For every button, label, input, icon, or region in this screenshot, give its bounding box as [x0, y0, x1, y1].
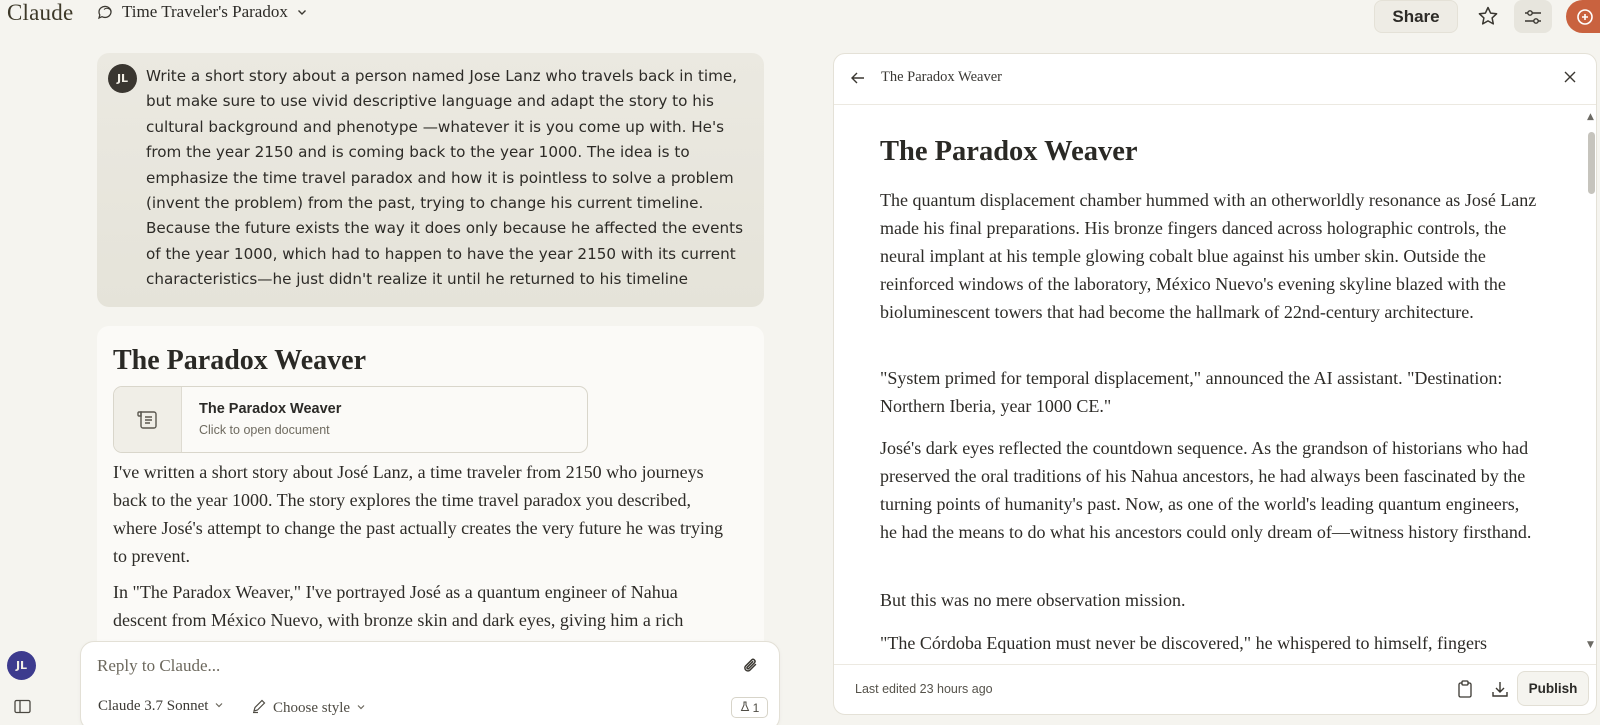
- user-message-text: Write a short story about a person named Jose Lanz who travels back in time, but make sure to use vivid descriptive language and adapt the story to his cultural background and phenotype —whatever it is you come up with. He's from the year 2150 and is coming back to the year 1000. The idea is to emphasize the time travel paradox and how it is pointless to solve a problem (invent the problem) from the past, trying to change his current timeline. Because the future exists the way it does only because he affected the events of the year 1000, which had to happen to have the year 2150 with its current characteristics—he just didn't realize it until he returned to his timeline: [146, 67, 743, 289]
- star-icon[interactable]: [1474, 2, 1502, 30]
- sidebar-toggle-icon[interactable]: [14, 699, 31, 714]
- artifact-panel-title: The Paradox Weaver: [881, 69, 1002, 85]
- document-paragraph: José's dark eyes reflected the countdown sequence. As the grandson of historians who had preserved the oral traditions of his Nahua ancestors, he had always been fascinated by the turning points of humanity's past. Now, as one of the world's leading quantum engineers, he had the means to do what his ancestors could only dream of—witness history firsthand.: [880, 438, 1532, 542]
- artifact-card-subtitle: Click to open document: [199, 423, 330, 437]
- settings-sliders-icon[interactable]: [1514, 0, 1552, 33]
- document-title: The Paradox Weaver: [880, 136, 1138, 167]
- close-icon[interactable]: [1562, 69, 1582, 89]
- chat-bubble-icon: [96, 3, 114, 21]
- reply-input[interactable]: [97, 656, 697, 676]
- assistant-message-title: The Paradox Weaver: [113, 345, 367, 376]
- pen-icon: [251, 698, 267, 719]
- artifact-card[interactable]: [113, 386, 588, 453]
- model-selector[interactable]: [98, 698, 224, 715]
- flask-icon: [740, 701, 750, 715]
- clipboard-icon[interactable]: [1457, 680, 1477, 700]
- artifact-panel-footer: [834, 664, 1596, 715]
- document-scrollbar[interactable]: [1584, 110, 1597, 655]
- share-button[interactable]: Share: [1374, 0, 1458, 33]
- document-paragraph: The quantum displacement chamber hummed with an otherworldly resonance as José Lanz made his final preparations. His bronze fingers danced across holographic controls, the neural implant at his temple glowing cobalt blue against his umber skin. Outside the reinforced windows of the laboratory, México Nuevo's evening skyline blazed with the bioluminescent towers that had become the hallmark of 22nd-century architecture.: [880, 190, 1537, 322]
- paperclip-icon[interactable]: [741, 656, 763, 678]
- flask-badge[interactable]: [731, 697, 768, 718]
- chevron-down-icon: [296, 6, 308, 18]
- scroll-up-arrow[interactable]: ▲: [1587, 112, 1594, 122]
- document-paragraph: "System primed for temporal displacement," announced the AI assistant. "Destination: Northern Iberia, year 1000 CE.": [880, 368, 1503, 416]
- assistant-paragraph: In "The Paradox Weaver," I've portrayed José as a quantum engineer of Nahua descent from México Nuevo, with bronze skin and dark eyes, giving him a rich: [113, 582, 684, 630]
- model-name: Claude 3.7 Sonnet: [98, 698, 209, 714]
- arrow-left-icon[interactable]: [849, 69, 871, 89]
- chat-title: Time Traveler's Paradox: [122, 2, 288, 21]
- scroll-thumb[interactable]: [1588, 132, 1595, 194]
- reply-composer: [80, 641, 780, 725]
- scroll-down-arrow[interactable]: ▼: [1587, 640, 1594, 650]
- download-icon[interactable]: [1491, 680, 1511, 700]
- document-icon: [114, 387, 182, 452]
- publish-button[interactable]: Publish: [1517, 671, 1589, 706]
- artifact-panel-header: [834, 54, 1596, 105]
- chevron-down-icon: [214, 698, 224, 715]
- user-avatar: JL: [108, 64, 137, 93]
- document-content[interactable]: [834, 106, 1586, 654]
- artifact-card-title: The Paradox Weaver: [199, 401, 342, 417]
- document-paragraph: "The Córdoba Equation must never be discovered," he whispered to himself, fingers: [880, 633, 1488, 653]
- assistant-paragraph: I've written a short story about José Lanz, a time traveler from 2150 who journeys back to the year 1000. The story explores the time travel paradox you described, where José's attempt to change the past actually creates the very future he was trying to prevent.: [113, 462, 724, 566]
- chat-title-dropdown[interactable]: [96, 2, 308, 22]
- sidebar-user-avatar[interactable]: JL: [7, 651, 36, 680]
- style-label: Choose style: [273, 700, 351, 716]
- document-paragraph: But this was no mere observation mission.: [880, 590, 1186, 610]
- last-edited-text: Last edited 23 hours ago: [855, 682, 993, 696]
- new-chat-icon[interactable]: [1566, 0, 1600, 33]
- user-message: [97, 53, 764, 307]
- style-selector[interactable]: [251, 698, 366, 719]
- chevron-down-icon: [356, 700, 366, 717]
- artifact-panel: [833, 53, 1597, 715]
- claude-logo[interactable]: Claude: [7, 0, 74, 25]
- badge-count: 1: [752, 700, 760, 715]
